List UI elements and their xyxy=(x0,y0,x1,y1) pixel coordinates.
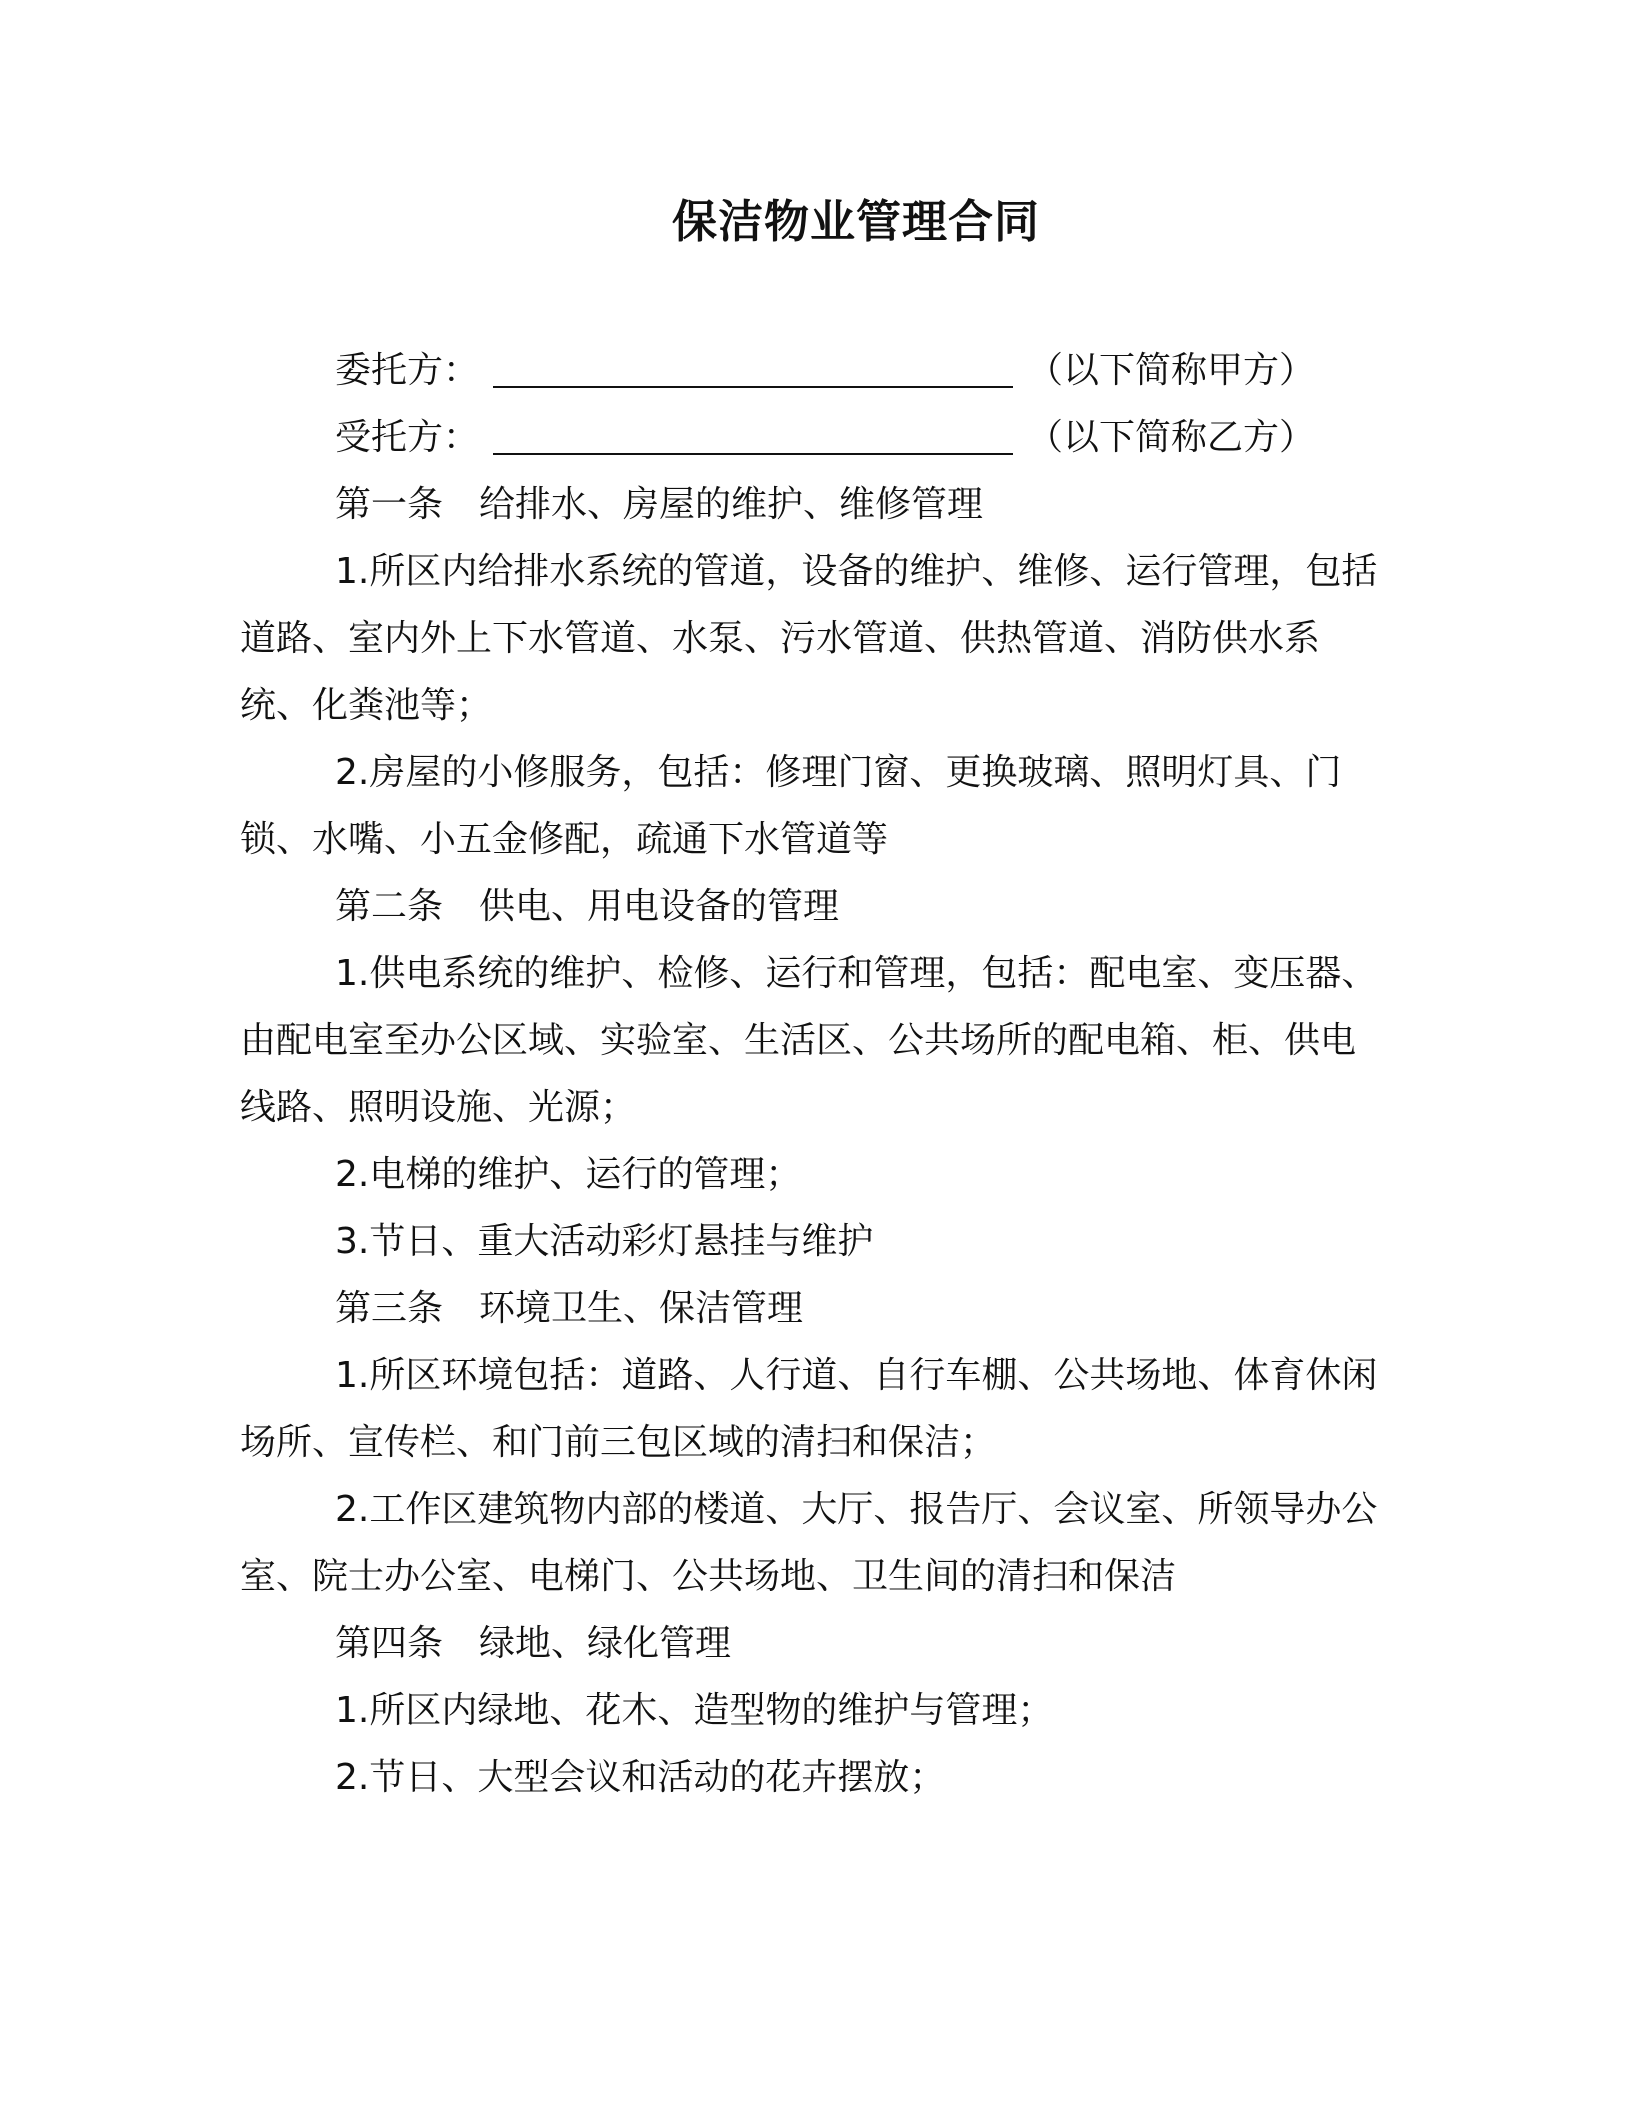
article-heading-4 xyxy=(335,1610,1382,1677)
article-item: 1.所区内给排水系统的管道，设备的维护、维修、运行管理，包括道路、室内外上下水管道、水泵、污水管道、供热管道、消防供水系统、化粪池等； xyxy=(240,551,1378,726)
party-note-contractor: （以下简称乙方） xyxy=(1027,417,1316,458)
party-note-client: （以下简称甲方） xyxy=(1027,350,1316,391)
article-heading-2 xyxy=(335,873,1382,940)
party-line-contractor xyxy=(335,404,1382,471)
article-heading-1 xyxy=(335,471,1382,538)
article-number: 第三条 xyxy=(335,1288,444,1329)
party-label-contractor: 受托方： xyxy=(335,417,480,458)
document-body xyxy=(240,337,1382,1811)
article-title: 绿地、绿化管理 xyxy=(479,1623,732,1664)
article-item: 2.房屋的小修服务，包括：修理门窗、更换玻璃、照明灯具、门锁、水嘴、小五金修配，疏通下水管道等 xyxy=(240,752,1342,860)
party-blank-client xyxy=(493,350,1013,388)
document-title: 保洁物业管理合同 xyxy=(671,195,1040,248)
article-item: 2.工作区建筑物内部的楼道、大厅、报告厅、会议室、所领导办公室、院士办公室、电梯门、公共场地、卫生间的清扫和保洁 xyxy=(240,1489,1378,1597)
article-item: 1.所区环境包括：道路、人行道、自行车棚、公共场地、体育休闲场所、宣传栏、和门前三包区域的清扫和保洁； xyxy=(240,1355,1378,1463)
article-title: 给排水、房屋的维护、维修管理 xyxy=(479,484,984,525)
article-item: 1.所区内绿地、花木、造型物的维护与管理； xyxy=(335,1690,1054,1731)
article-title: 供电、用电设备的管理 xyxy=(479,886,840,927)
article-number: 第四条 xyxy=(335,1623,444,1664)
article-heading-3 xyxy=(335,1275,1382,1342)
article-title: 环境卫生、保洁管理 xyxy=(479,1288,804,1329)
article-item: 1.供电系统的维护、检修、运行和管理，包括：配电室、变压器、由配电室至办公区域、实验室、生活区、公共场所的配电箱、柜、供电线路、照明设施、光源； xyxy=(240,953,1378,1128)
party-blank-contractor xyxy=(493,417,1013,455)
party-label-client: 委托方： xyxy=(335,350,480,391)
article-number: 第二条 xyxy=(335,886,444,927)
article-item: 2.电梯的维护、运行的管理； xyxy=(335,1154,802,1195)
article-item: 2.节日、大型会议和活动的花卉摆放； xyxy=(335,1757,946,1798)
party-line-client xyxy=(335,337,1382,404)
article-item: 3.节日、重大活动彩灯悬挂与维护 xyxy=(335,1221,874,1262)
article-number: 第一条 xyxy=(335,484,444,525)
